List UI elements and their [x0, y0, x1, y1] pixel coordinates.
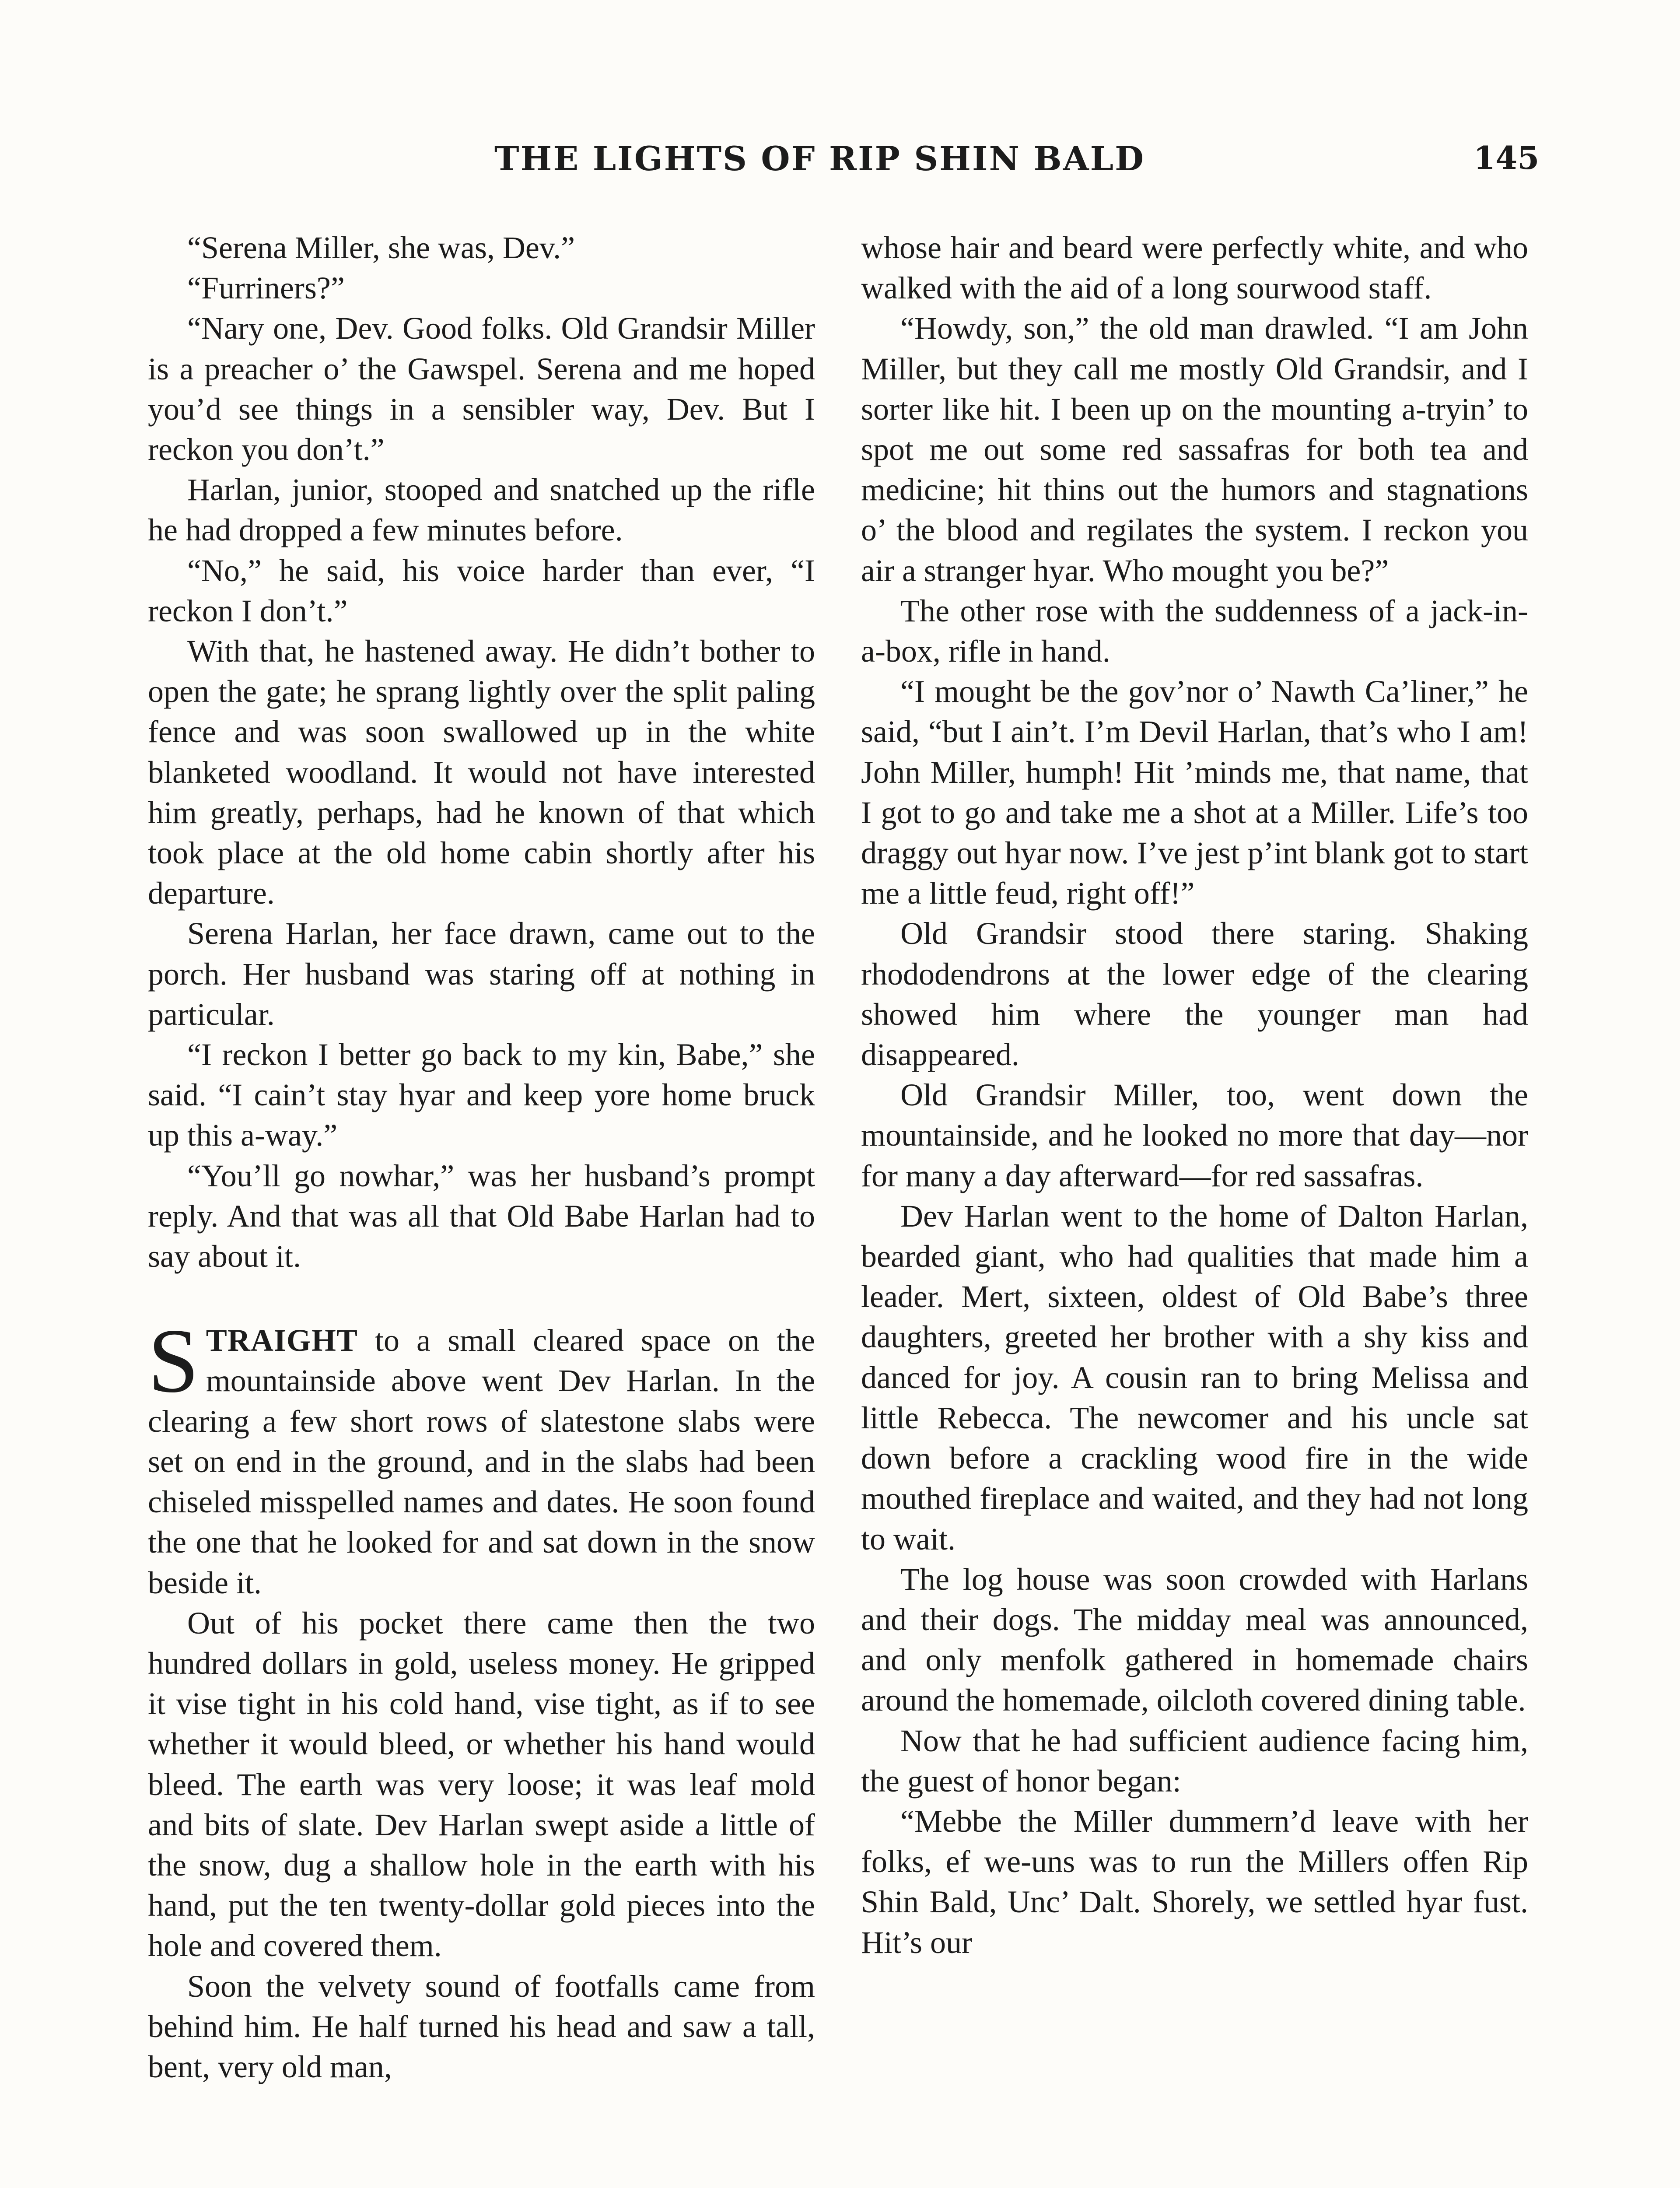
paragraph: “Howdy, son,” the old man drawled. “I am John Miller, but they call me mostly Old Grandsir, and I sorter like hit. I been up on the mounting a-tryin’ to spot me out some red sassafras for both tea and medicine; hit thins out the humors and stagnations o’ the blood and regilates the system. I reckon you air a stranger hyar. Who mought you be?” [861, 311, 1528, 588]
paragraph: Old Grandsir Miller, too, went down the mountainside, and he looked no more that day—nor for many a day afterward—for red sassafras. [861, 1077, 1528, 1193]
paragraph: Serena Harlan, her face drawn, came out to the porch. Her husband was staring off at nothing in particular. [148, 916, 815, 1032]
section-opening-text: to a small cleared space on the mountainside above went Dev Harlan. In the clearing a few short rows of slatestone slabs were set on end in the ground, and in the slabs had been chiseled misspelled names and dates. He soon found the one that he looked for and sat down in the snow beside it. [148, 1323, 815, 1600]
paragraph: “Mebbe the Miller dummern’d leave with her folks, ef we-uns was to run the Millers offen Rip Shin Bald, Unc’ Dalt. Shorely, we settled hyar fust. Hit’s our [861, 1803, 1528, 1960]
page-header [0, 139, 1680, 187]
running-title: THE LIGHTS OF RIP SHIN BALD [494, 139, 1145, 178]
paragraph: “You’ll go nowhar,” was her husband’s prompt reply. And that was all that Old Babe Harlan had to say about it. [148, 1158, 815, 1274]
paragraph: The other rose with the suddenness of a jack-in-a-box, rifle in hand. [861, 593, 1528, 669]
drop-cap: S [148, 1310, 199, 1412]
paragraph: “No,” he said, his voice harder than ever, “I reckon I don’t.” [148, 553, 815, 628]
paragraph: “I mought be the gov’nor o’ Nawth Ca’liner,” he said, “but I ain’t. I’m Devil Harlan, that’s who I am! John Miller, humph! Hit ’minds me, that name, that I got to go and take me a shot at a Miller. Life’s too draggy out hyar now. I’ve jest p’int blank got to start me a little feud, right off!” [861, 674, 1528, 911]
paragraph: Harlan, junior, stooped and snatched up the rifle he had dropped a few minutes before. [148, 472, 815, 548]
paragraph: Out of his pocket there came then the two hundred dollars in gold, useless money. He gripped it vise tight in his cold hand, vise tight, as if to see whether it would bleed, or whether his hand would bleed. The earth was very loose; it was leaf mold and bits of slate. Dev Harlan swept aside a little of the snow, dug a shallow hole in the earth with his hand, put the ten twenty-dollar gold pieces into the hole and covered them. [148, 1605, 815, 1964]
paragraph: Old Grandsir stood there staring. Shaking rhododendrons at the lower edge of the clearing showed him where the younger man had disappeared. [861, 916, 1528, 1073]
right-column [861, 228, 1528, 2188]
section-opening-paragraph [148, 1310, 815, 1602]
page-number: 145 [1474, 139, 1540, 176]
left-column [148, 228, 815, 2188]
paragraph: “I reckon I better go back to my kin, Babe,” she said. “I cain’t stay hyar and keep yore home bruck up this a-way.” [148, 1037, 815, 1153]
paragraph: With that, he hastened away. He didn’t bother to open the gate; he sprang lightly over the split paling fence and was soon swallowed up in the white blanketed woodland. It would not have interested him greatly, perhaps, had he known of that which took place at the old home cabin shortly after his departure. [148, 634, 815, 911]
paragraph: The log house was soon crowded with Harlans and their dogs. The midday meal was announced, and only menfolk gathered in homemade chairs around the homemade, oilcloth covered dining table. [861, 1561, 1528, 1718]
paragraph: Dev Harlan went to the home of Dalton Harlan, bearded giant, who had qualities that made him a leader. Mert, sixteen, oldest of Old Babe’s three daughters, greeted her brother with a shy kiss and danced for joy. A cousin ran to bring Melissa and little Rebecca. The newcomer and his uncle sat down before a crackling wood fire in the wide mouthed fireplace and waited, and they had not long to wait. [861, 1198, 1528, 1557]
lead-caps: TRAIGHT [206, 1323, 358, 1358]
paragraph: Soon the velvety sound of footfalls came from behind him. He half turned his head and saw a tall, bent, very old man, [148, 1968, 815, 2084]
paragraph: “Serena Miller, she was, Dev.” [187, 230, 575, 265]
paragraph: “Furriners?” [187, 270, 345, 306]
paragraph: Now that he had sufficient audience facing him, the guest of honor began: [861, 1723, 1528, 1799]
paragraph: “Nary one, Dev. Good folks. Old Grandsir Miller is a preacher o’ the Gawspel. Serena and me hoped you’d see things in a sensibler way, Dev. But I reckon you don’t.” [148, 311, 815, 467]
continuation-paragraph: whose hair and beard were perfectly white, and who walked with the aid of a long sourwood staff. [861, 230, 1528, 306]
